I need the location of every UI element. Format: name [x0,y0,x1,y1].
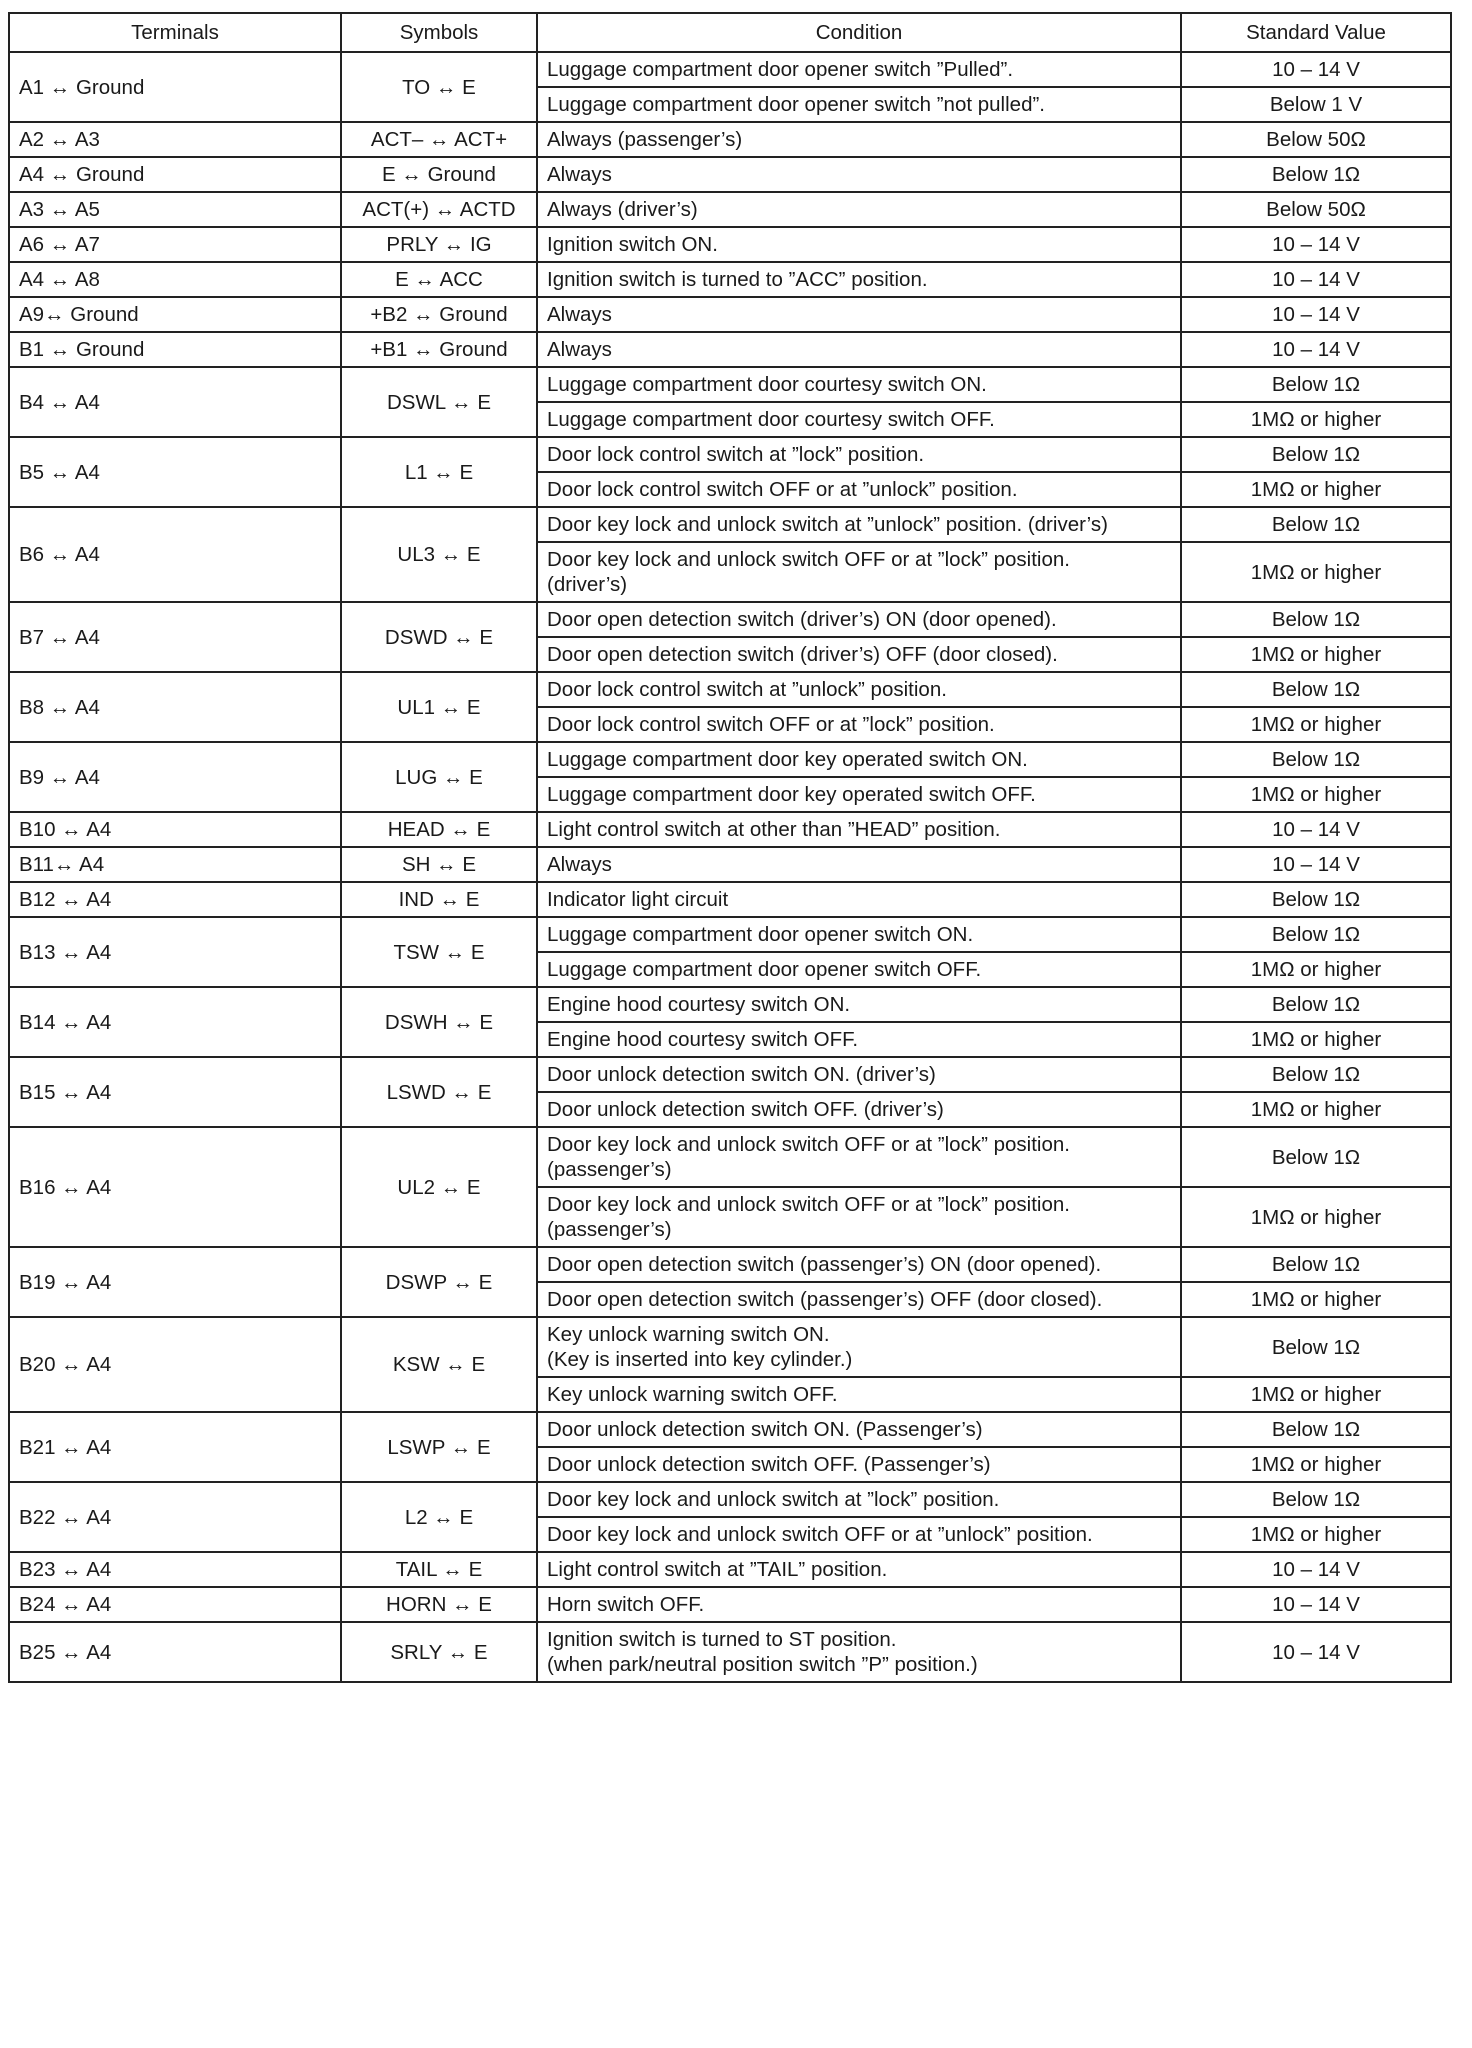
condition-text: Luggage compartment door courtesy switch OFF. [547,408,995,431]
condition-cell [537,227,1181,262]
condition-cell [537,297,1181,332]
condition-text: Ignition switch is turned to ”ACC” position. [547,268,928,291]
condition-cell [537,1282,1181,1317]
header-terminals: Terminals [9,13,341,52]
terminals-cell: B9 ↔ A4 [9,742,341,812]
condition-text: Door unlock detection switch OFF. (Passenger’s) [547,1453,991,1476]
standard-value-cell: Below 1Ω [1181,917,1451,952]
condition-text: Always (passenger’s) [547,128,743,151]
standard-value-cell: 1MΩ or higher [1181,402,1451,437]
table-row [9,157,1451,192]
condition-cell [537,52,1181,87]
terminal-spec-table [8,12,1452,1683]
condition-text: Door unlock detection switch ON. (driver’s) [547,1063,936,1086]
standard-value-cell: 10 – 14 V [1181,847,1451,882]
symbols-cell: E ↔ ACC [341,262,537,297]
symbols-cell: UL1 ↔ E [341,672,537,742]
condition-text: Door key lock and unlock switch OFF or at ”lock” position. (passenger’s) [547,1133,1070,1181]
condition-cell [537,87,1181,122]
terminals-cell: A2 ↔ A3 [9,122,341,157]
table-row [9,1127,1451,1187]
table-row [9,1552,1451,1587]
condition-cell [537,367,1181,402]
condition-text: Door key lock and unlock switch at ”lock” position. [547,1488,1000,1511]
symbols-cell: UL2 ↔ E [341,1127,537,1247]
terminals-cell: A9↔ Ground [9,297,341,332]
terminals-cell: B20 ↔ A4 [9,1317,341,1412]
terminals-cell: A4 ↔ A8 [9,262,341,297]
condition-text: Door lock control switch at ”unlock” position. [547,678,947,701]
table-row [9,437,1451,472]
table-row [9,1412,1451,1447]
symbols-cell: LUG ↔ E [341,742,537,812]
symbols-cell: E ↔ Ground [341,157,537,192]
condition-text: Ignition switch ON. [547,233,718,256]
standard-value-cell: 1MΩ or higher [1181,1282,1451,1317]
table-row [9,332,1451,367]
condition-text: Engine hood courtesy switch OFF. [547,1028,859,1051]
condition-cell [537,602,1181,637]
standard-value-cell: Below 1Ω [1181,157,1451,192]
condition-text: Door open detection switch (passenger’s) ON (door opened). [547,1253,1102,1276]
header-standard-value: Standard Value [1181,13,1451,52]
terminals-cell: B15 ↔ A4 [9,1057,341,1127]
condition-cell [537,1317,1181,1377]
condition-cell [537,192,1181,227]
standard-value-cell: 10 – 14 V [1181,262,1451,297]
table-row [9,917,1451,952]
standard-value-cell: Below 1Ω [1181,1057,1451,1092]
condition-cell [537,1187,1181,1247]
standard-value-cell: 10 – 14 V [1181,227,1451,262]
standard-value-cell: 10 – 14 V [1181,52,1451,87]
condition-text: Luggage compartment door opener switch ”Pulled”. [547,58,1014,81]
standard-value-cell: 1MΩ or higher [1181,1377,1451,1412]
condition-text: Ignition switch is turned to ST position. (when park/neutral position switch ”P” position.) [547,1628,978,1676]
table-row [9,602,1451,637]
symbols-cell: ACT– ↔ ACT+ [341,122,537,157]
condition-text: Door open detection switch (driver’s) OFF (door closed). [547,643,1058,666]
standard-value-cell: Below 50Ω [1181,122,1451,157]
terminals-cell: B6 ↔ A4 [9,507,341,602]
terminals-cell: B12 ↔ A4 [9,882,341,917]
standard-value-cell: 10 – 14 V [1181,297,1451,332]
standard-value-cell: 10 – 14 V [1181,332,1451,367]
table-row [9,297,1451,332]
condition-text: Always [547,303,612,326]
condition-cell [537,472,1181,507]
terminals-cell: B8 ↔ A4 [9,672,341,742]
standard-value-cell: 1MΩ or higher [1181,707,1451,742]
standard-value-cell: Below 1Ω [1181,672,1451,707]
table-row [9,672,1451,707]
table-row [9,882,1451,917]
condition-cell [537,1377,1181,1412]
standard-value-cell: Below 1Ω [1181,1247,1451,1282]
condition-text: Door key lock and unlock switch OFF or at ”lock” position. (driver’s) [547,548,1070,596]
table-row [9,192,1451,227]
terminals-cell: B7 ↔ A4 [9,602,341,672]
symbols-cell: KSW ↔ E [341,1317,537,1412]
condition-text: Always [547,163,612,186]
condition-cell [537,542,1181,602]
terminals-cell: B21 ↔ A4 [9,1412,341,1482]
symbols-cell: LSWP ↔ E [341,1412,537,1482]
terminals-cell: B11↔ A4 [9,847,341,882]
condition-text: Door key lock and unlock switch OFF or at ”unlock” position. [547,1523,1093,1546]
standard-value-cell: Below 1Ω [1181,602,1451,637]
standard-value-cell: Below 1Ω [1181,1317,1451,1377]
condition-cell [537,917,1181,952]
standard-value-cell: 10 – 14 V [1181,1552,1451,1587]
condition-cell [537,437,1181,472]
condition-cell [537,122,1181,157]
symbols-cell: DSWD ↔ E [341,602,537,672]
condition-cell [537,1482,1181,1517]
standard-value-cell: Below 1Ω [1181,507,1451,542]
condition-cell [537,402,1181,437]
terminals-cell: A1 ↔ Ground [9,52,341,122]
condition-cell [537,1447,1181,1482]
symbols-cell: SH ↔ E [341,847,537,882]
condition-text: Door key lock and unlock switch at ”unlock” position. (driver’s) [547,513,1108,536]
condition-cell [537,1412,1181,1447]
symbols-cell: HORN ↔ E [341,1587,537,1622]
condition-cell [537,1247,1181,1282]
condition-text: Light control switch at ”TAIL” position. [547,1558,888,1581]
condition-cell [537,882,1181,917]
condition-cell [537,1622,1181,1682]
symbols-cell: PRLY ↔ IG [341,227,537,262]
condition-text: Light control switch at other than ”HEAD” position. [547,818,1001,841]
condition-text: Luggage compartment door key operated switch OFF. [547,783,1036,806]
symbols-cell: DSWL ↔ E [341,367,537,437]
terminals-cell: B1 ↔ Ground [9,332,341,367]
standard-value-cell: 1MΩ or higher [1181,1092,1451,1127]
terminals-cell: B5 ↔ A4 [9,437,341,507]
condition-text: Door lock control switch OFF or at ”lock” position. [547,713,995,736]
table-row [9,507,1451,542]
standard-value-cell: 1MΩ or higher [1181,637,1451,672]
condition-cell [537,987,1181,1022]
symbols-cell: +B2 ↔ Ground [341,297,537,332]
symbols-cell: DSWH ↔ E [341,987,537,1057]
header-condition: Condition [537,13,1181,52]
terminals-cell: B23 ↔ A4 [9,1552,341,1587]
condition-cell [537,847,1181,882]
standard-value-cell: Below 1Ω [1181,742,1451,777]
condition-text: Door open detection switch (driver’s) ON (door opened). [547,608,1057,631]
symbols-cell: +B1 ↔ Ground [341,332,537,367]
condition-cell [537,507,1181,542]
standard-value-cell: 1MΩ or higher [1181,1447,1451,1482]
table-row [9,742,1451,777]
condition-text: Luggage compartment door opener switch ON. [547,923,974,946]
terminals-cell: A3 ↔ A5 [9,192,341,227]
condition-text: Horn switch OFF. [547,1593,705,1616]
condition-text: Always (driver’s) [547,198,698,221]
condition-cell [537,157,1181,192]
standard-value-cell: 10 – 14 V [1181,1622,1451,1682]
terminals-cell: B19 ↔ A4 [9,1247,341,1317]
table-row [9,227,1451,262]
table-row [9,122,1451,157]
table-row [9,1317,1451,1377]
standard-value-cell: 10 – 14 V [1181,812,1451,847]
standard-value-cell: Below 1Ω [1181,1482,1451,1517]
condition-text: Always [547,853,612,876]
condition-text: Key unlock warning switch ON. (Key is inserted into key cylinder.) [547,1323,853,1371]
table-row [9,52,1451,87]
standard-value-cell: Below 1Ω [1181,437,1451,472]
header-row [9,13,1451,52]
condition-text: Luggage compartment door courtesy switch ON. [547,373,987,396]
symbols-cell: L1 ↔ E [341,437,537,507]
condition-cell [537,1552,1181,1587]
standard-value-cell: Below 1Ω [1181,987,1451,1022]
condition-cell [537,1057,1181,1092]
condition-cell [537,952,1181,987]
condition-text: Luggage compartment door key operated switch ON. [547,748,1028,771]
standard-value-cell: 1MΩ or higher [1181,1517,1451,1552]
condition-cell [537,812,1181,847]
symbols-cell: TAIL ↔ E [341,1552,537,1587]
terminal-spec-sheet [8,12,1450,1683]
table-row [9,1587,1451,1622]
standard-value-cell: 1MΩ or higher [1181,1187,1451,1247]
condition-cell [537,332,1181,367]
symbols-cell: TO ↔ E [341,52,537,122]
condition-cell [537,637,1181,672]
condition-cell [537,262,1181,297]
condition-cell [537,1517,1181,1552]
table-row [9,812,1451,847]
terminals-cell: B14 ↔ A4 [9,987,341,1057]
terminals-cell: B16 ↔ A4 [9,1127,341,1247]
condition-cell [537,1022,1181,1057]
table-row [9,367,1451,402]
terminals-cell: B22 ↔ A4 [9,1482,341,1552]
condition-cell [537,777,1181,812]
symbols-cell: LSWD ↔ E [341,1057,537,1127]
symbols-cell: SRLY ↔ E [341,1622,537,1682]
terminals-cell: A4 ↔ Ground [9,157,341,192]
standard-value-cell: Below 1 V [1181,87,1451,122]
terminals-cell: A6 ↔ A7 [9,227,341,262]
table-row [9,1622,1451,1682]
condition-cell [537,707,1181,742]
condition-cell [537,1587,1181,1622]
table-row [9,262,1451,297]
condition-text: Always [547,338,612,361]
symbols-cell: DSWP ↔ E [341,1247,537,1317]
condition-text: Door key lock and unlock switch OFF or at ”lock” position. (passenger’s) [547,1193,1070,1241]
standard-value-cell: Below 1Ω [1181,1127,1451,1187]
condition-text: Door lock control switch at ”lock” position. [547,443,925,466]
table-body [9,52,1451,1682]
condition-text: Engine hood courtesy switch ON. [547,993,851,1016]
condition-text: Door lock control switch OFF or at ”unlock” position. [547,478,1018,501]
header-symbols: Symbols [341,13,537,52]
condition-text: Door unlock detection switch ON. (Passenger’s) [547,1418,983,1441]
condition-cell [537,1092,1181,1127]
condition-text: Key unlock warning switch OFF. [547,1383,838,1406]
condition-cell [537,672,1181,707]
condition-text: Luggage compartment door opener switch ”not pulled”. [547,93,1045,116]
condition-cell [537,742,1181,777]
condition-text: Door unlock detection switch OFF. (driver’s) [547,1098,944,1121]
standard-value-cell: Below 50Ω [1181,192,1451,227]
standard-value-cell: 1MΩ or higher [1181,472,1451,507]
table-row [9,847,1451,882]
table-row [9,1482,1451,1517]
terminals-cell: B13 ↔ A4 [9,917,341,987]
table-row [9,1057,1451,1092]
standard-value-cell: 1MΩ or higher [1181,777,1451,812]
table-row [9,987,1451,1022]
standard-value-cell: 1MΩ or higher [1181,952,1451,987]
condition-text: Door open detection switch (passenger’s) OFF (door closed). [547,1288,1103,1311]
condition-text: Luggage compartment door opener switch OFF. [547,958,982,981]
standard-value-cell: 1MΩ or higher [1181,1022,1451,1057]
terminals-cell: B24 ↔ A4 [9,1587,341,1622]
symbols-cell: HEAD ↔ E [341,812,537,847]
symbols-cell: ACT(+) ↔ ACTD [341,192,537,227]
condition-text: Indicator light circuit [547,888,729,911]
terminals-cell: B10 ↔ A4 [9,812,341,847]
terminals-cell: B4 ↔ A4 [9,367,341,437]
standard-value-cell: Below 1Ω [1181,367,1451,402]
symbols-cell: TSW ↔ E [341,917,537,987]
terminals-cell: B25 ↔ A4 [9,1622,341,1682]
standard-value-cell: 10 – 14 V [1181,1587,1451,1622]
table-row [9,1247,1451,1282]
standard-value-cell: Below 1Ω [1181,882,1451,917]
symbols-cell: UL3 ↔ E [341,507,537,602]
standard-value-cell: 1MΩ or higher [1181,542,1451,602]
symbols-cell: L2 ↔ E [341,1482,537,1552]
condition-cell [537,1127,1181,1187]
symbols-cell: IND ↔ E [341,882,537,917]
standard-value-cell: Below 1Ω [1181,1412,1451,1447]
